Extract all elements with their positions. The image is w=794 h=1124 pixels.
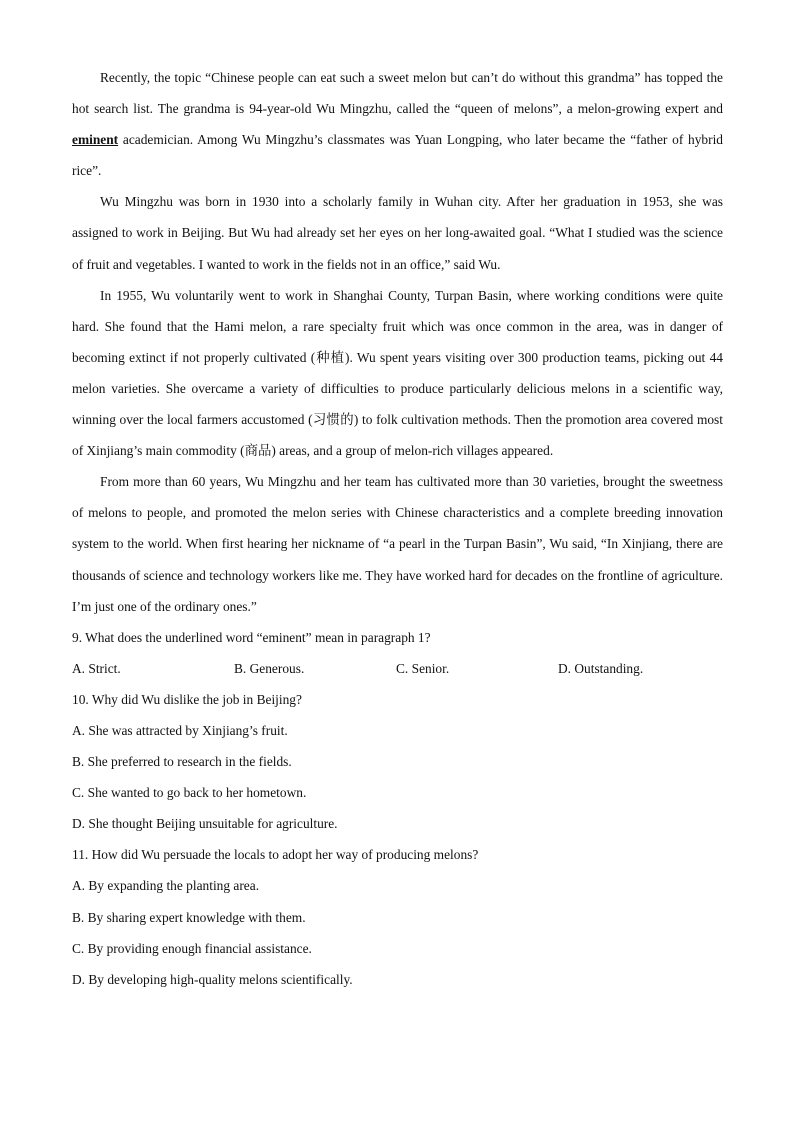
passage-paragraph-1 [72, 62, 723, 186]
question-9-option-d: D. Outstanding. [558, 660, 644, 676]
question-9-option-a: A. Strict. [72, 660, 121, 676]
question-10-stem: 10. Why did Wu dislike the job in Beijing? [72, 691, 302, 707]
question-9-stem: 9. What does the underlined word “eminent” mean in paragraph 1? [72, 629, 431, 645]
question-10 [72, 684, 723, 839]
question-11-option-d: D. By developing high-quality melons scientifically. [72, 971, 353, 987]
question-9 [72, 622, 723, 684]
question-10-option-b: B. She preferred to research in the fields. [72, 754, 292, 770]
question-9-options [72, 653, 723, 684]
question-11-stem: 11. How did Wu persuade the locals to adopt her way of producing melons? [72, 847, 479, 863]
passage-paragraph-4: From more than 60 years, Wu Mingzhu and her team has cultivated more than 30 varieties, brought the sweetness of melons to people, and promoted the melon series with Chinese characteristics and a complete breeding innovation system to the world. When first hearing her nickname of “a pearl in the Turpan Basin”, Wu said, “In Xinjiang, there are thousands of science and technology workers like me. They have worked hard for decades on the frontline of agriculture. I’m just one of the ordinary ones.” [72, 474, 723, 614]
paragraph-1-text-before: Recently, the topic “Chinese people can eat such a sweet melon but can’t do without this grandma” has topped the hot search list. The grandma is 94-year-old Wu Mingzhu, called the “queen of melons”, a melon-growing expert and [72, 70, 723, 117]
question-10-option-c: C. She wanted to go back to her hometown. [72, 785, 307, 801]
question-11-option-a: A. By expanding the planting area. [72, 878, 260, 894]
question-11 [72, 839, 723, 994]
question-9-option-b: B. Generous. [234, 660, 305, 676]
question-10-option-a: A. She was attracted by Xinjiang’s fruit. [72, 722, 288, 738]
question-11-option-c: C. By providing enough financial assistance. [72, 940, 312, 956]
passage-paragraph-3: In 1955, Wu voluntarily went to work in Shanghai County, Turpan Basin, where working conditions were quite hard. She found that the Hami melon, a rare specialty fruit which was once common in the area, was in danger of becoming extinct if not properly cultivated (种植). Wu spent years visiting over 300 production teams, picking out 44 melon varieties. She overcame a variety of difficulties to produce particularly delicious melons in a scientific way, winning over the local farmers accustomed (习惯的) to folk cultivation methods. Then the promotion area covered most of Xinjiang’s main commodity (商品) areas, and a group of melon-rich villages appeared. [72, 287, 723, 459]
question-10-option-d: D. She thought Beijing unsuitable for agriculture. [72, 816, 338, 832]
passage-paragraph-2: Wu Mingzhu was born in 1930 into a scholarly family in Wuhan city. After her graduation in 1953, she was assigned to work in Beijing. But Wu had already set her eyes on her long-awaited goal. “What I studied was the science of fruit and vegetables. I wanted to work in the fields not in an office,” said Wu. [72, 194, 723, 272]
question-11-option-b: B. By sharing expert knowledge with them. [72, 909, 306, 925]
exam-page [72, 62, 723, 995]
paragraph-1-text-after: academician. Among Wu Mingzhu’s classmates was Yuan Longping, who later became the “father of hybrid rice”. [72, 132, 723, 179]
question-9-option-c: C. Senior. [396, 660, 450, 676]
underlined-word-eminent: eminent [72, 132, 119, 148]
